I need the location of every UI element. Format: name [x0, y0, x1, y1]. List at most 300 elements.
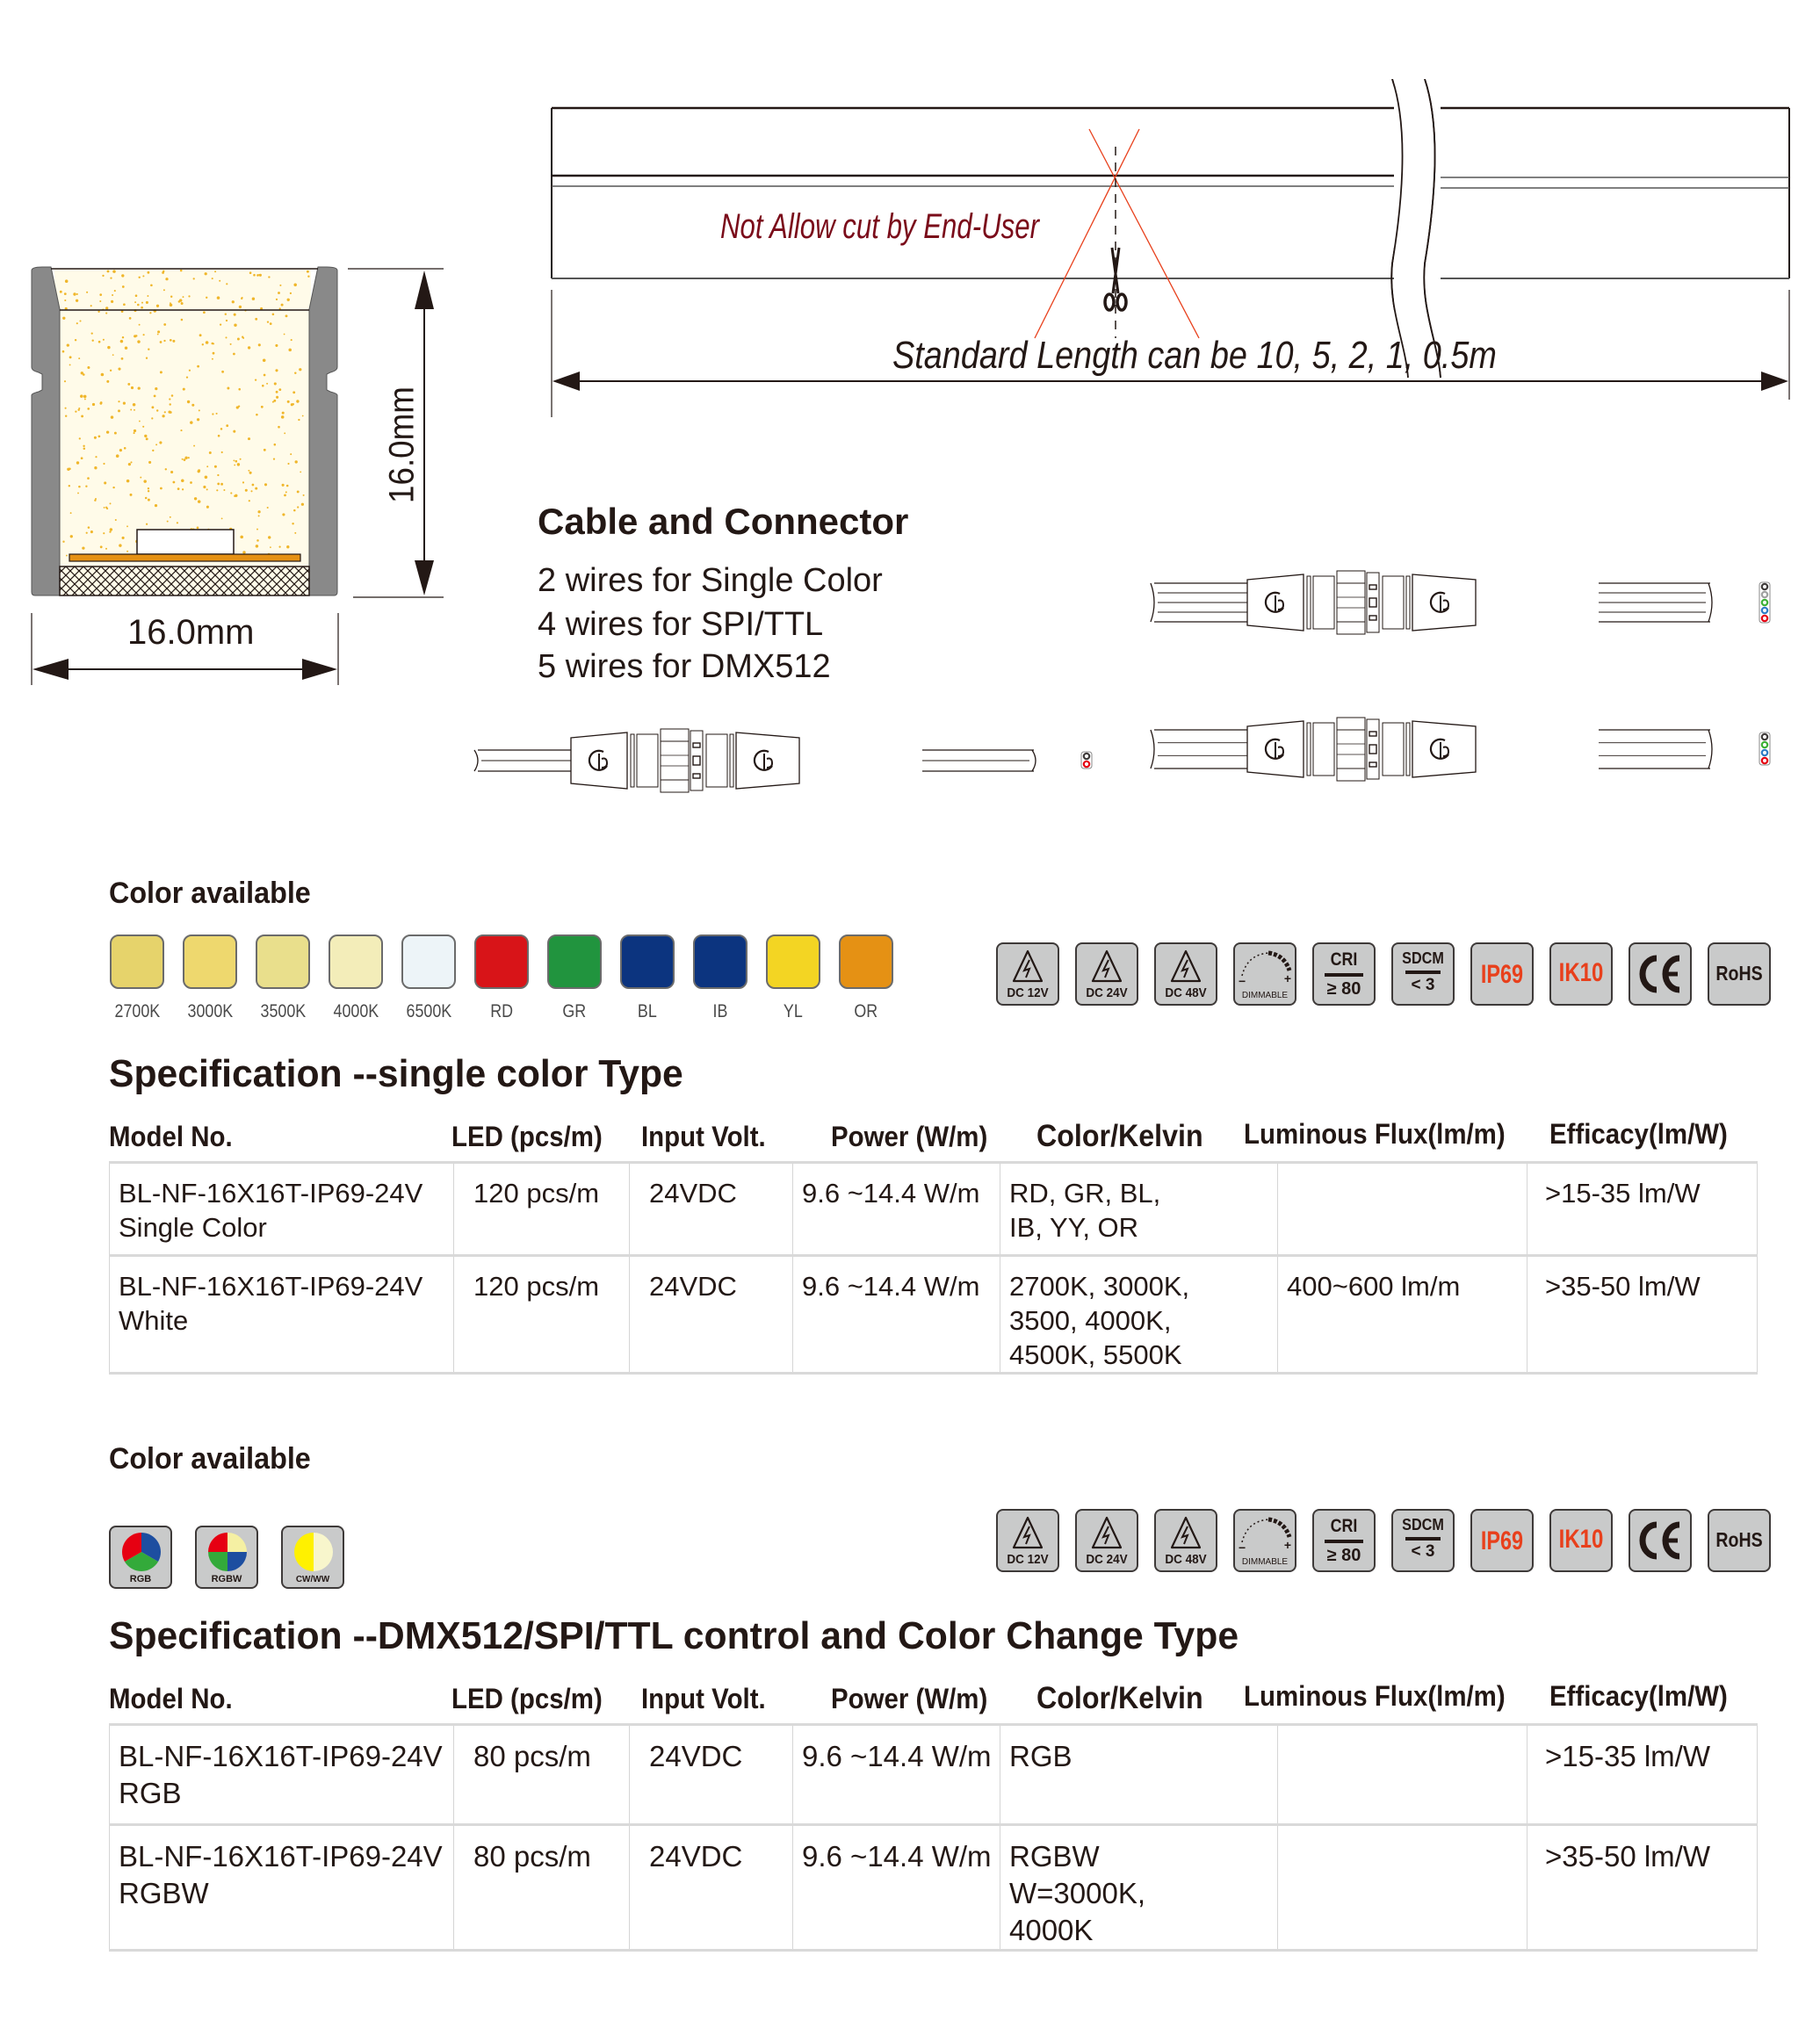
cri-badge	[1312, 942, 1376, 1006]
phosphor-dot	[248, 470, 249, 472]
phosphor-dot	[124, 447, 126, 450]
phosphor-dot	[164, 411, 166, 413]
phosphor-dot	[70, 535, 73, 538]
color-swatch	[765, 935, 821, 1022]
phosphor-dot	[189, 370, 191, 372]
rgbw-badge	[195, 1526, 258, 1589]
phosphor-dot	[239, 306, 242, 308]
phosphor-dot	[194, 497, 197, 500]
spec-table-single	[109, 1161, 1758, 1375]
phosphor-dot	[206, 506, 209, 509]
phosphor-dot	[83, 448, 86, 451]
table-cell	[1278, 1163, 1528, 1256]
phosphor-dot	[140, 477, 141, 479]
phosphor-dot	[125, 346, 127, 349]
phosphor-dot	[94, 499, 96, 501]
header-color-kelvin: Color/Kelvin	[1036, 1681, 1203, 1715]
phosphor-dot	[141, 302, 143, 304]
dc12v-badge	[996, 1509, 1059, 1572]
wire-info-single: 2 wires for Single Color	[538, 562, 883, 599]
phosphor-dot	[230, 343, 232, 345]
phosphor-dot	[226, 320, 228, 321]
phosphor-dot	[235, 460, 238, 463]
phosphor-dot	[179, 299, 182, 301]
phosphor-dot	[129, 317, 132, 320]
phosphor-dot	[205, 272, 207, 275]
phosphor-dot	[232, 300, 235, 303]
phosphor-dot	[285, 491, 287, 493]
phosphor-dot	[256, 414, 258, 416]
header-efficacy: Efficacy(lm/W)	[1549, 1118, 1728, 1150]
phosphor-dot	[233, 430, 235, 433]
table-cell: 2700K, 3000K, 3500, 4000K, 4500K, 5500K	[1000, 1256, 1278, 1374]
wire-info-spi: 4 wires for SPI/TTL	[538, 606, 824, 643]
cw-ww-label: CW/WW	[295, 1575, 330, 1584]
header-led: LED (pcs/m)	[451, 1121, 603, 1152]
phosphor-dot	[156, 305, 159, 307]
phosphor-dot	[110, 277, 112, 278]
phosphor-dot	[230, 492, 232, 494]
color-swatch	[255, 935, 311, 1022]
phosphor-dot	[248, 346, 250, 349]
phosphor-dot	[237, 463, 240, 465]
phosphor-dot	[225, 313, 227, 314]
rohs-badge	[1708, 942, 1771, 1006]
phosphor-dot	[142, 426, 144, 428]
phosphor-dot	[220, 428, 223, 430]
wire-color-dot	[1762, 583, 1767, 588]
phosphor-dot	[300, 472, 301, 473]
phosphor-dot	[245, 489, 248, 492]
swatch-chip	[329, 935, 383, 989]
phosphor-dot	[119, 544, 121, 546]
phosphor-dot	[190, 421, 193, 424]
phosphor-dot	[70, 512, 72, 514]
phosphor-dot	[237, 338, 240, 341]
phosphor-dot	[143, 334, 145, 336]
phosphor-dot	[240, 458, 242, 460]
wire-color-dot	[1084, 761, 1089, 767]
sdcm-value: < 3	[1411, 1542, 1435, 1561]
phosphor-dot	[213, 352, 215, 355]
phosphor-dot	[99, 300, 101, 302]
phosphor-dot	[203, 311, 206, 314]
sdcm-label: SDCM	[1402, 949, 1444, 967]
phosphor-dot	[173, 481, 176, 484]
high-voltage-icon	[998, 948, 1058, 986]
phosphor-dot	[85, 486, 87, 487]
swatch-chip	[474, 935, 529, 989]
phosphor-dot	[301, 503, 304, 506]
phosphor-dot	[134, 301, 136, 303]
phosphor-dot	[257, 510, 260, 513]
phosphor-dot	[143, 480, 146, 482]
table-cell: 24VDC	[630, 1163, 793, 1256]
rgb-badge	[109, 1526, 172, 1589]
phosphor-dot	[112, 294, 113, 296]
wire-color-dot	[1762, 758, 1767, 763]
phosphor-dot	[267, 507, 269, 509]
header-led: LED (pcs/m)	[451, 1683, 603, 1714]
phosphor-dot	[126, 551, 128, 552]
swatch-chip	[693, 935, 748, 989]
cw-ww-badge	[281, 1526, 344, 1589]
phosphor-dot	[188, 295, 190, 297]
phosphor-dot	[121, 274, 124, 277]
arrow-down-icon	[415, 560, 434, 595]
phosphor-dot	[268, 276, 270, 278]
phosphor-dot	[104, 507, 105, 509]
phosphor-dot	[156, 409, 158, 411]
header-efficacy: Efficacy(lm/W)	[1549, 1680, 1728, 1712]
header-luminous-flux: Luminous Flux(lm/m)	[1244, 1680, 1506, 1712]
ik-rating: IK10	[1558, 958, 1604, 987]
arrow-up-icon	[415, 271, 434, 309]
sdcm-badge	[1391, 1509, 1455, 1572]
phosphor-dot	[190, 481, 192, 484]
phosphor-dot	[69, 485, 70, 487]
dc24v-badge	[1075, 942, 1138, 1006]
phosphor-dot	[275, 344, 278, 347]
cri-value: ≥ 80	[1326, 979, 1361, 999]
phosphor-dot	[105, 307, 108, 309]
phosphor-dot	[264, 374, 266, 377]
phosphor-dot	[221, 517, 223, 519]
dc48v-badge	[1154, 942, 1217, 1006]
color-swatch-list	[109, 935, 894, 1022]
ce-mark-icon	[1630, 944, 1690, 1004]
wire-color-dot	[1762, 742, 1767, 747]
phosphor-dot	[187, 401, 190, 403]
phosphor-dot	[152, 450, 154, 451]
phosphor-dot	[242, 336, 243, 338]
phosphor-dot	[95, 456, 97, 458]
phosphor-dot	[83, 373, 85, 376]
certification-badges-2	[996, 1509, 1771, 1572]
table-cell: 9.6 ~14.4 W/m	[793, 1825, 1000, 1951]
voltage-label: DC 24V	[1086, 1552, 1128, 1567]
phosphor-dot	[75, 410, 76, 412]
length-arrow-right-icon	[1761, 372, 1788, 391]
phosphor-dot	[295, 460, 298, 463]
phosphor-dot	[270, 546, 271, 548]
phosphor-dot	[307, 276, 309, 278]
phosphor-dot	[123, 303, 126, 306]
phosphor-dot	[294, 372, 296, 374]
right-wall	[309, 267, 337, 595]
phosphor-dot	[264, 483, 267, 486]
phosphor-dot	[83, 445, 84, 447]
phosphor-dot	[276, 299, 278, 300]
ce-badge	[1629, 942, 1692, 1006]
phosphor-dot	[69, 467, 71, 470]
phosphor-dot	[134, 429, 136, 432]
phosphor-dot	[292, 403, 294, 405]
table-cell: BL-NF-16X16T-IP69-24V White	[110, 1256, 454, 1374]
phosphor-dot	[199, 409, 200, 411]
high-voltage-icon	[1156, 1514, 1216, 1553]
phosphor-dot	[272, 314, 275, 316]
wire-color-dot	[1762, 615, 1767, 620]
strip-length-drawing	[545, 79, 1792, 430]
phosphor-dot	[107, 346, 110, 349]
phosphor-dot	[98, 341, 101, 343]
phosphor-dot	[278, 545, 280, 547]
table-cell: 9.6 ~14.4 W/m	[793, 1725, 1000, 1825]
phosphor-dot	[120, 340, 124, 343]
color-swatch	[473, 935, 530, 1022]
spec-header-color-change	[109, 1680, 1760, 1727]
phosphor-dot	[252, 484, 255, 487]
phosphor-dot	[282, 412, 285, 415]
phosphor-dot	[78, 357, 80, 359]
wire-color-dot	[1084, 754, 1089, 759]
ik10-badge	[1549, 1509, 1613, 1572]
phosphor-dot	[172, 340, 175, 343]
phosphor-dot	[111, 300, 113, 303]
phosphor-dot	[160, 371, 162, 373]
color-swatch	[838, 935, 894, 1022]
phosphor-dot	[226, 424, 228, 427]
phosphor-dot	[141, 307, 143, 309]
phosphor-dot	[294, 532, 296, 534]
phosphor-dot	[103, 463, 105, 465]
table-cell	[1278, 1725, 1528, 1825]
table-cell: 120 pcs/m	[454, 1256, 630, 1374]
phosphor-dot	[261, 406, 264, 408]
phosphor-dot	[69, 364, 71, 365]
phosphor-dot	[267, 321, 269, 322]
phosphor-dot	[256, 539, 259, 542]
phosphor-dot	[278, 388, 281, 391]
phosphor-dot	[110, 502, 112, 504]
phosphor-dot	[105, 548, 107, 550]
phosphor-dot	[126, 480, 130, 483]
phosphor-dot	[64, 292, 67, 295]
phosphor-dot	[206, 341, 209, 344]
phosphor-dot	[159, 441, 162, 444]
color-swatch	[182, 935, 238, 1022]
table-cell: 80 pcs/m	[454, 1725, 630, 1825]
phosphor-dot	[103, 339, 105, 341]
high-voltage-icon	[1077, 1514, 1137, 1553]
phosphor-dot	[206, 488, 208, 490]
phosphor-dot	[79, 437, 81, 439]
swatch-chip	[183, 935, 237, 989]
table-cell: 24VDC	[630, 1825, 793, 1951]
dim-plus: +	[1283, 971, 1291, 985]
phosphor-dot	[116, 454, 119, 458]
phosphor-dot	[217, 296, 220, 299]
ip-rating: IP69	[1480, 1526, 1524, 1555]
phosphor-dot	[270, 322, 272, 325]
color-swatch	[692, 935, 748, 1022]
phosphor-dot	[169, 398, 170, 400]
phosphor-dot	[177, 487, 180, 490]
wire-color-indicator	[1759, 581, 1773, 624]
phosphor-dot	[162, 271, 164, 272]
phosphor-dot	[171, 394, 174, 397]
phosphor-dot	[114, 432, 117, 435]
color-mix-list	[109, 1526, 344, 1589]
certification-badges	[996, 942, 1771, 1006]
phosphor-dot	[188, 457, 190, 458]
header-color-kelvin: Color/Kelvin	[1036, 1119, 1203, 1153]
swatch-label: 2700K	[114, 1001, 160, 1021]
phosphor-dot	[90, 305, 92, 307]
phosphor-dot	[275, 369, 278, 372]
table-cell: 120 pcs/m	[454, 1163, 630, 1256]
swatch-chip	[839, 935, 893, 989]
phosphor-dot	[199, 334, 202, 336]
phosphor-dot	[235, 494, 237, 497]
swatch-chip	[620, 935, 675, 989]
voltage-label: DC 12V	[1007, 1552, 1049, 1567]
phosphor-dot	[262, 385, 264, 387]
phosphor-dot	[169, 403, 170, 405]
connector-5-wire	[1142, 567, 1774, 642]
phosphor-dot	[233, 459, 235, 461]
rohs-badge	[1708, 1509, 1771, 1572]
phosphor-dot	[266, 383, 268, 385]
table-cell: >35-50 lm/W	[1528, 1825, 1758, 1951]
phosphor-dot	[90, 530, 93, 533]
phosphor-dot	[155, 504, 157, 507]
phosphor-dot	[139, 421, 141, 422]
phosphor-dot	[150, 284, 153, 286]
dimmable-badge	[1233, 942, 1296, 1006]
phosphor-dot	[98, 435, 101, 437]
phosphor-dot	[122, 537, 125, 539]
phosphor-dot	[205, 476, 208, 480]
wire-color-dot	[1762, 750, 1767, 755]
phosphor-dot	[223, 489, 225, 491]
table-cell: RD, GR, BL, IB, YY, OR	[1000, 1163, 1278, 1256]
phosphor-dot	[75, 339, 76, 341]
high-voltage-icon	[1156, 948, 1216, 986]
phosphor-dot	[122, 285, 125, 288]
phosphor-dot	[203, 486, 206, 488]
phosphor-dot	[162, 415, 164, 417]
phosphor-dot	[81, 415, 83, 417]
sdcm-label: SDCM	[1402, 1516, 1444, 1533]
height-dimension-label: 16.0mm	[382, 386, 422, 503]
phosphor-dot	[99, 293, 102, 296]
rgb-pie-icon	[121, 1532, 162, 1572]
swatch-label: 3500K	[260, 1001, 306, 1021]
phosphor-dot	[167, 521, 169, 523]
ip69-badge	[1470, 942, 1534, 1006]
color-swatch	[109, 935, 165, 1022]
phosphor-dot	[67, 343, 69, 346]
swatch-label: GR	[562, 1001, 587, 1021]
phosphor-dot	[281, 415, 285, 419]
phosphor-dot	[146, 301, 148, 304]
phosphor-dot	[184, 457, 187, 459]
phosphor-dot	[281, 304, 284, 307]
swatch-chip	[256, 935, 310, 989]
phosphor-dot	[212, 358, 213, 360]
color-swatch	[619, 935, 675, 1022]
phosphor-dot	[183, 296, 184, 298]
phosphor-dot	[151, 417, 153, 419]
phosphor-dot	[160, 341, 162, 343]
phosphor-dot	[118, 401, 119, 402]
spec-table-color-change	[109, 1723, 1758, 1952]
phosphor-dot	[249, 472, 252, 474]
phosphor-dot	[155, 387, 157, 390]
phosphor-dot	[279, 285, 281, 286]
base-material	[60, 566, 309, 595]
phosphor-dot	[69, 356, 72, 358]
table-row	[110, 1163, 1758, 1256]
dimmable-label: DIMMABLE	[1241, 991, 1289, 1000]
phosphor-dot	[148, 487, 149, 489]
phosphor-dot	[76, 461, 79, 464]
swatch-chip	[547, 935, 602, 989]
no-cut-warning: Not Allow cut by End-User	[720, 207, 1039, 246]
phosphor-dot	[214, 465, 217, 468]
phosphor-dot	[206, 465, 208, 467]
phosphor-dot	[298, 419, 300, 421]
phosphor-dot	[296, 400, 299, 402]
phosphor-dot	[248, 437, 250, 440]
table-cell: 400~600 lm/m	[1278, 1256, 1528, 1374]
table-row	[110, 1256, 1758, 1374]
ip-rating: IP69	[1480, 960, 1524, 989]
wire-color-dot	[1762, 734, 1767, 740]
phosphor-dot	[299, 368, 301, 371]
phosphor-dot	[103, 532, 105, 534]
high-voltage-icon	[1077, 948, 1137, 986]
sdcm-badge	[1391, 942, 1455, 1006]
sdcm-value: < 3	[1411, 976, 1435, 994]
phosphor-dot	[86, 292, 88, 293]
length-arrow-left-icon	[552, 372, 580, 391]
phosphor-dot	[256, 545, 258, 547]
phosphor-dot	[105, 313, 107, 314]
dim-plus: +	[1283, 1538, 1291, 1552]
phosphor-dot	[238, 388, 241, 391]
phosphor-dot	[221, 451, 223, 453]
phosphor-dot	[227, 387, 229, 390]
phosphor-dot	[234, 323, 236, 326]
header-power: Power (W/m)	[831, 1683, 988, 1714]
phosphor-dot	[193, 278, 195, 279]
phosphor-dot	[91, 332, 93, 334]
phosphor-dot	[138, 386, 141, 389]
header-input-volt: Input Volt.	[641, 1121, 766, 1152]
color-available-label-2: Color available	[109, 1442, 311, 1476]
phosphor-dot	[112, 354, 114, 356]
phosphor-dot	[303, 494, 305, 496]
table-cell: 9.6 ~14.4 W/m	[793, 1256, 1000, 1374]
phosphor-dot	[109, 530, 111, 532]
phosphor-dot	[180, 429, 182, 431]
swatch-label: RD	[490, 1001, 513, 1021]
phosphor-dot	[148, 490, 149, 492]
phosphor-dot	[144, 435, 147, 437]
phosphor-dot	[87, 477, 90, 480]
phosphor-dot	[198, 469, 200, 472]
dimmable-badge	[1233, 1509, 1296, 1572]
ip69-badge	[1470, 1509, 1534, 1572]
phosphor-dot	[240, 536, 243, 539]
phosphor-dot	[138, 277, 140, 278]
phosphor-dot	[148, 499, 150, 502]
phosphor-dot	[118, 368, 120, 371]
connector-drawing	[1142, 714, 1774, 784]
